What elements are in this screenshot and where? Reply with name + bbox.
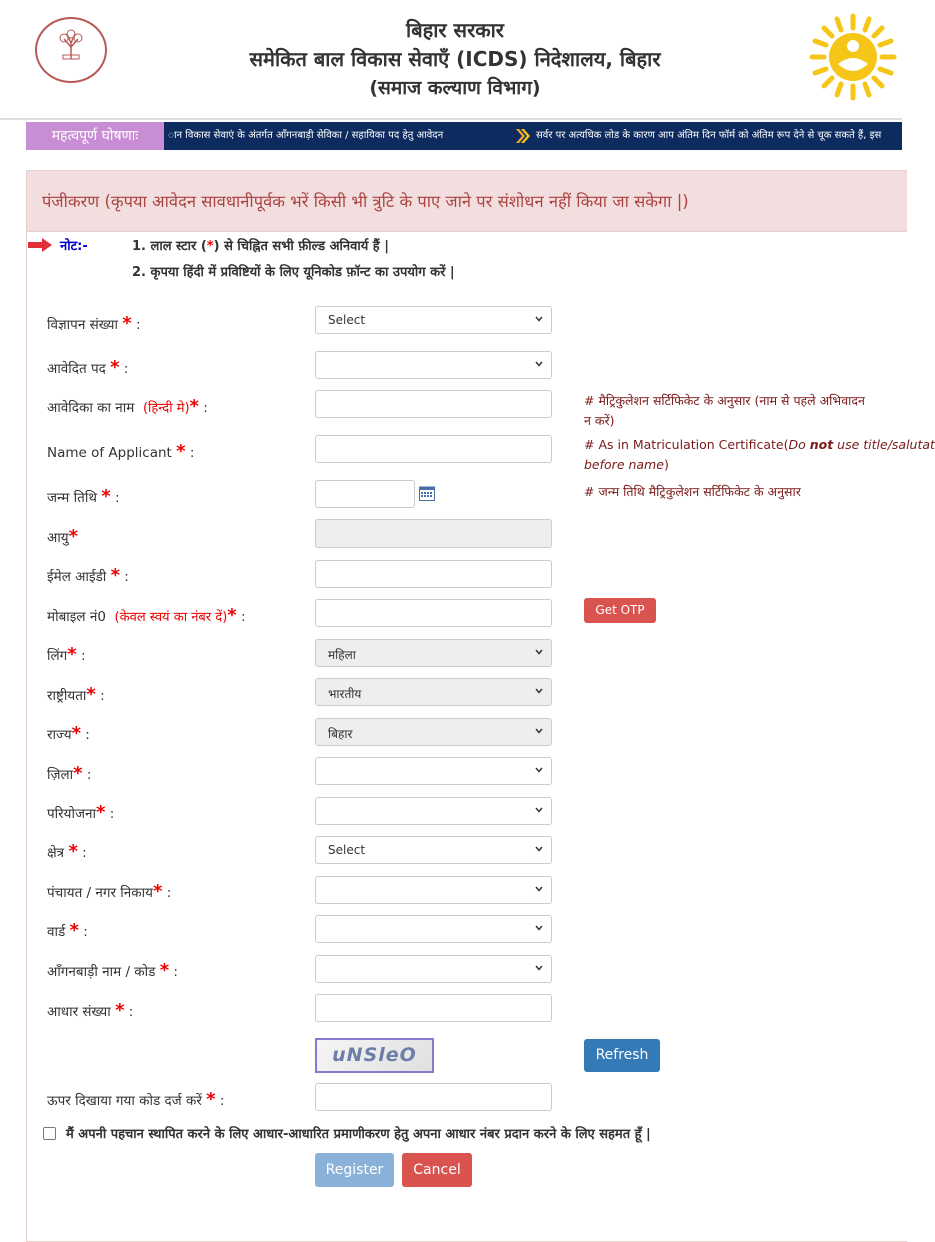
note-name-english-2: before name) <box>584 457 669 472</box>
calendar-icon[interactable] <box>419 485 435 501</box>
chevron-down-icon <box>535 964 543 972</box>
panchayat-select[interactable] <box>315 876 552 904</box>
label-dob: जन्म तिथि * : <box>47 486 120 507</box>
announcement-bar <box>26 122 902 150</box>
header-divider <box>0 118 902 120</box>
district-select[interactable] <box>315 757 552 785</box>
aadhar-consent-checkbox[interactable] <box>43 1127 56 1140</box>
name-hindi-input[interactable] <box>315 390 552 418</box>
label-aadhar: आधार संख्या * : <box>47 1000 134 1021</box>
label-captcha-input: ऊपर दिखाया गया कोड दर्ज करें * : <box>47 1089 225 1110</box>
mobile-input[interactable] <box>315 599 552 627</box>
state-select[interactable]: बिहार <box>315 718 552 746</box>
chevron-down-icon <box>535 885 543 893</box>
register-button[interactable]: Register <box>315 1153 394 1187</box>
tree-emblem-icon <box>55 29 87 61</box>
label-name-english: Name of Applicant * : <box>47 441 195 462</box>
captcha-input[interactable] <box>315 1083 552 1111</box>
label-email: ईमेल आईडी * : <box>47 565 129 586</box>
label-area: क्षेत्र * : <box>47 841 87 862</box>
label-state: राज्य* : <box>47 723 90 744</box>
age-input <box>315 519 552 548</box>
double-chevron-icon <box>514 127 530 145</box>
chevron-down-icon <box>535 806 543 814</box>
name-english-input[interactable] <box>315 435 552 463</box>
nationality-select[interactable]: भारतीय <box>315 678 552 706</box>
icds-sun-logo <box>808 12 898 102</box>
label-mobile: मोबाइल नं0 (केवल स्वयं का नंबर दें)* : <box>47 605 246 626</box>
label-advt-no: विज्ञापन संख्या * : <box>47 313 141 334</box>
post-select[interactable] <box>315 351 552 379</box>
label-anganwadi: आँगनबाड़ी नाम / कोड * : <box>47 960 178 981</box>
project-select[interactable] <box>315 797 552 825</box>
dob-input[interactable] <box>315 480 415 508</box>
panel-heading <box>27 171 907 232</box>
chevron-down-icon <box>535 687 543 695</box>
chevron-down-icon <box>535 727 543 735</box>
advt-no-select[interactable]: Select <box>315 306 552 334</box>
label-age: आयु* <box>47 526 79 547</box>
get-otp-button[interactable]: Get OTP <box>584 598 656 623</box>
note-1: 1. लाल स्टार (*) से चिह्नित सभी फ़ील्ड अनिवार्य हैं | <box>132 239 389 254</box>
email-input[interactable] <box>315 560 552 588</box>
panel-title: पंजीकरण (कृपया आवेदन सावधानीपूर्वक भरें किसी भी त्रुटि के पाए जाने पर संशोधन नहीं किया जा सकेगा |) <box>42 192 689 211</box>
label-post: आवेदित पद * : <box>47 357 129 378</box>
red-arrow-icon <box>28 238 52 252</box>
chevron-down-icon <box>535 766 543 774</box>
label-ward: वार्ड * : <box>47 920 88 941</box>
header-line1: बिहार सरकार <box>406 18 504 42</box>
note-dob: # जन्म तिथि मैट्रिकुलेशन सर्टिफिकेट के अनुसार <box>584 484 801 499</box>
captcha-image: uNSleO <box>315 1038 434 1073</box>
label-project: परियोजना* : <box>47 802 115 823</box>
refresh-captcha-button[interactable]: Refresh <box>584 1039 660 1072</box>
header-line2: समेकित बाल विकास सेवाएँ (ICDS) निदेशालय, बिहार <box>249 47 661 71</box>
chevron-down-icon <box>535 648 543 656</box>
label-gender: लिंग* : <box>47 644 86 665</box>
header-line3: (समाज कल्याण विभाग) <box>369 77 541 99</box>
note-label: नोट:- <box>60 239 88 254</box>
chevron-down-icon <box>535 360 543 368</box>
announcement-label: महत्वपूर्ण घोषणाः <box>26 122 164 150</box>
aadhar-consent-label: मैं अपनी पहचान स्थापित करने के लिए आधार-आधारित प्रमाणीकरण हेतु अपना आधार नंबर प्रदान करने के लिए सहमत हूँ | <box>66 1127 651 1142</box>
note-name-english-1: # As in Matriculation Certificate(Do not use title/salutat <box>584 437 935 452</box>
gender-select[interactable]: महिला <box>315 639 552 667</box>
label-panchayat: पंचायत / नगर निकाय* : <box>47 881 172 902</box>
chevron-down-icon <box>535 924 543 932</box>
label-name-hindi: आवेदिका का नाम (हिन्दी मे)* : <box>47 396 208 417</box>
cancel-button[interactable]: Cancel <box>402 1153 472 1187</box>
area-select[interactable]: Select <box>315 836 552 864</box>
note-name-hindi-1: # मैट्रिकुलेशन सर्टिफिकेट के अनुसार (नाम से पहले अभिवादन <box>584 393 865 408</box>
chevron-down-icon <box>535 845 543 853</box>
anganwadi-select[interactable] <box>315 955 552 983</box>
announcement-item-1[interactable]: ान विकास सेवाएं के अंतर्गत आँगनबाड़ी सेविका / सहायिका पद हेतु आवेदन <box>168 130 444 141</box>
label-nationality: राष्ट्रीयता* : <box>47 684 105 705</box>
note-name-hindi-2: न करें) <box>584 413 615 428</box>
note-2: 2. कृपया हिंदी में प्रविष्टियों के लिए यूनिकोड फ़ॉन्ट का उपयोग करें | <box>132 265 455 280</box>
label-district: ज़िला* : <box>47 763 92 784</box>
ward-select[interactable] <box>315 915 552 943</box>
chevron-down-icon <box>535 315 543 323</box>
aadhar-input[interactable] <box>315 994 552 1022</box>
announcement-item-2[interactable]: सर्वर पर अत्यधिक लोड के कारण आप अंतिम दिन फॉर्म को अंतिम रूप देने से चूक सकते हैं, इस <box>536 130 882 141</box>
